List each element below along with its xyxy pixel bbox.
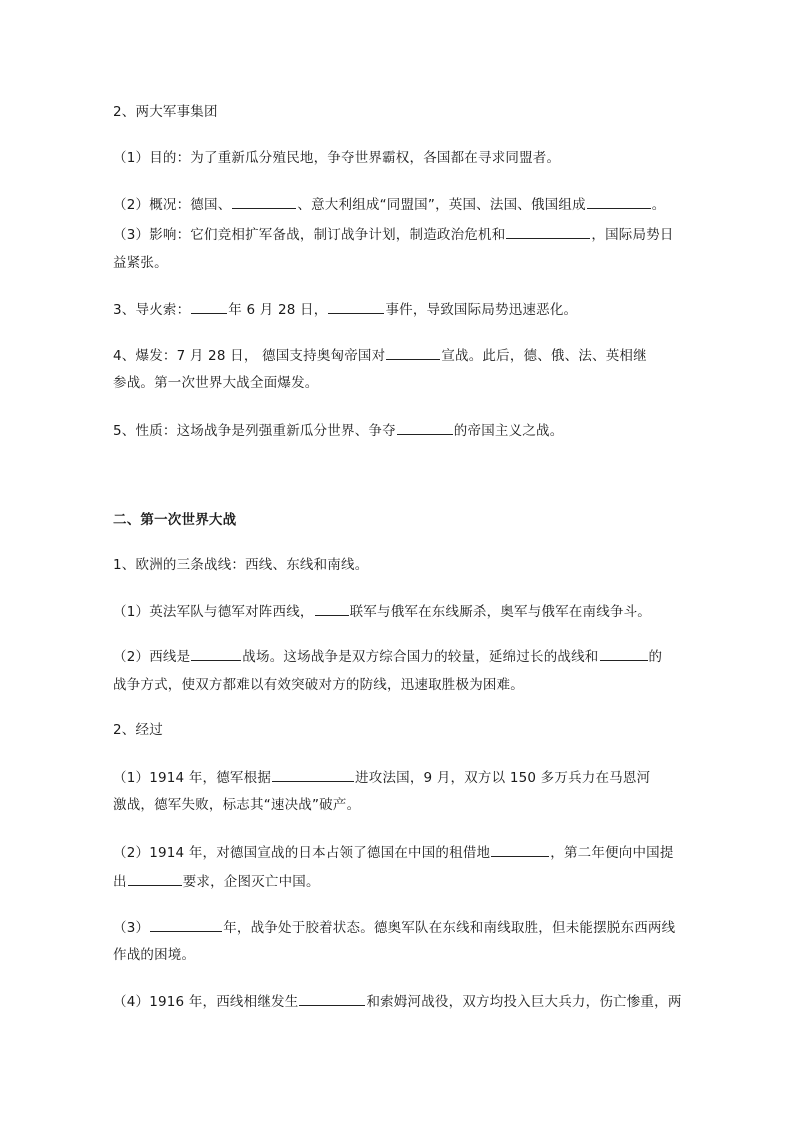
impact-line-1: （3）影响：它们竞相扩军备战，制订战争计划，制造政治危机和 ，国际局势日	[113, 224, 688, 244]
western-front-line-1: （2）西线是 战场。这场战争是双方综合国力的较量，延绵过长的战线和 的	[113, 646, 688, 666]
nature-line: 5、性质：这场战争是列强重新瓜分世界、争夺 的帝国主义之战。	[113, 420, 688, 440]
blank	[191, 646, 241, 661]
course-item-3-line-1: （3） 年，战争处于胶着状态。德奥军队在东线和南线取胜，但未能摆脱东西两线	[113, 917, 688, 937]
western-front-line-2: 战争方式，使双方都难以有效突破对方的防线，迅速取胜极为困难。	[113, 677, 524, 693]
heading-military-blocs: 2、两大军事集团	[113, 104, 218, 120]
outbreak-line-1: 4、爆发：7 月 28 日， 德国支持奥匈帝国对 宣战。此后，德、俄、法、英相继	[113, 345, 688, 365]
course-item-2-line-1: （2）1914 年，对德国宣战的日本占领了德国在中国的租借地 ，第二年便向中国提	[113, 842, 688, 862]
blank	[315, 601, 349, 616]
blank	[491, 842, 549, 857]
blank	[128, 871, 182, 886]
blank	[232, 194, 296, 209]
blank	[299, 991, 365, 1006]
overview-line: （2）概况：德国、 、意大利组成“同盟国”，英国、法国、俄国组成 。	[113, 194, 688, 214]
section-heading-ww1: 二、第一次世界大战	[113, 512, 237, 528]
purpose-line: （1）目的：为了重新瓜分殖民地，争夺世界霸权，各国都在寻求同盟者。	[113, 150, 561, 166]
course-item-4-line-1: （4）1916 年，西线相继发生 和索姆河战役，双方均投入巨大兵力，伤亡惨重，两	[113, 991, 688, 1011]
fronts-detail-line-1: （1）英法军队与德军对阵西线， 联军与俄军在东线厮杀，奥军与俄军在南线争斗。	[113, 601, 688, 621]
course-item-2-line-2: 出 要求，企图灭亡中国。	[113, 871, 688, 891]
blank	[506, 224, 590, 239]
blank	[600, 646, 648, 661]
blank	[386, 345, 440, 360]
blank	[587, 194, 651, 209]
blank	[397, 420, 453, 435]
course-item-3-line-2: 作战的困境。	[113, 947, 196, 963]
blank	[272, 767, 354, 782]
blank	[328, 299, 384, 314]
blank	[191, 299, 227, 314]
course-item-1-line-1: （1）1914 年，德军根据 进攻法国，9 月，双方以 150 多万兵力在马恩河	[113, 767, 688, 787]
outbreak-line-2: 参战。第一次世界大战全面爆发。	[113, 375, 319, 391]
fronts-line: 1、欧洲的三条战线：西线、东线和南线。	[113, 557, 369, 573]
blank	[150, 917, 222, 932]
trigger-line: 3、导火索： 年 6 月 28 日， 事件，导致国际局势迅速恶化。	[113, 299, 688, 319]
course-heading: 2、经过	[113, 722, 163, 738]
impact-line-2: 益紧张。	[113, 255, 168, 271]
course-item-1-line-2: 激战，德军失败，标志其“速决战”破产。	[113, 797, 361, 813]
